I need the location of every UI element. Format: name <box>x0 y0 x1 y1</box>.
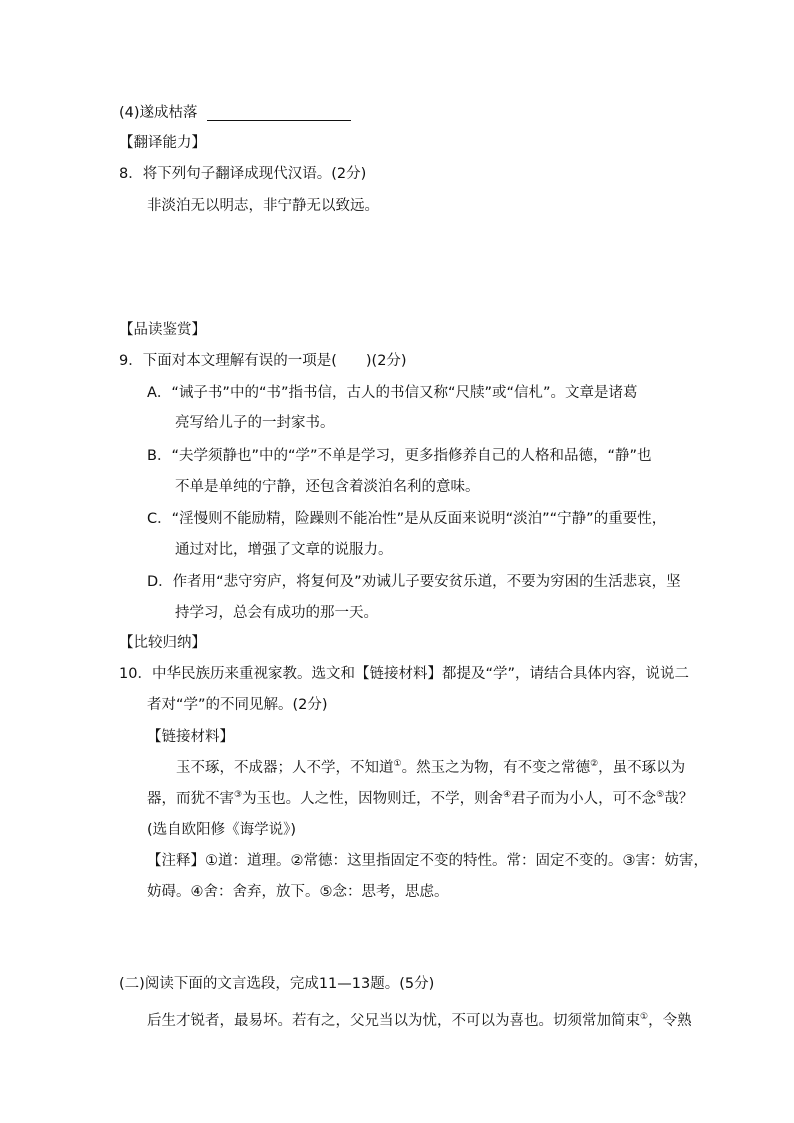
part2-header: (二)阅读下面的文言选段，完成11—13题。(5分) <box>119 976 435 992</box>
q9-option-d-line2: 持学习，总会有成功的那一天。 <box>175 605 378 621</box>
link-notes-line2: 妨碍。④舍：舍弃，放下。⑤念：思考，思虑。 <box>147 884 449 900</box>
section-heading-appreciate: 【品读鉴赏】 <box>119 322 206 338</box>
link-passage-line2: 器，而犹不害③为玉也。人之性，因物则迁，不学，则舍④君子而为小人，可不念⑤哉？ <box>147 790 694 807</box>
section-heading-translate: 【翻译能力】 <box>119 135 206 151</box>
q9-option-b-line2: 不单是单纯的宁静，还包含着淡泊名利的意味。 <box>175 479 480 495</box>
q9-option-c-line1: C．“淫慢则不能励精，险躁则不能冶性”是从反面来说明“淡泊”“宁静”的重要性， <box>147 511 667 527</box>
q9-option-d-line1: D．作者用“悲守穷庐，将复何及”劝诫儿子要安贫乐道，不要为穷困的生活悲哀，坚 <box>147 574 681 590</box>
q8-stem: 8．将下列句子翻译成现代汉语。(2分) <box>119 166 367 182</box>
q10-stem-line1: 10．中华民族历来重视家教。选文和【链接材料】都提及“学”，请结合具体内容，说说二 <box>119 666 689 682</box>
answer-blank[interactable] <box>207 120 351 121</box>
q9-stem: 9．下面对本文理解有误的一项是( )(2分) <box>119 353 407 369</box>
link-notes-line1: 【注释】①道：道理。②常德：这里指固定不变的特性。常：固定不变的。③害：妨害， <box>147 853 708 869</box>
q10-stem-line2: 者对“学”的不同见解。(2分) <box>147 697 328 713</box>
q9-option-b-line1: B．“夫学须静也”中的“学”不单是学习，更多指修养自己的人格和品德，“静”也 <box>147 448 652 464</box>
q9-option-c-line2: 通过对比，增强了文章的说服力。 <box>175 542 393 558</box>
link-passage-line1: 玉不琢，不成器；人不学，不知道①。然玉之为物，有不变之常德②，虽不琢以为 <box>176 759 686 776</box>
q9-option-a-line2: 亮写给儿子的一封家书。 <box>175 415 335 431</box>
q8-sentence: 非淡泊无以明志，非宁静无以致远。 <box>147 198 379 214</box>
section-heading-compare: 【比较归纳】 <box>119 635 206 651</box>
q7-item4-label: (4)遂成枯落 <box>119 105 198 121</box>
link-passage-source: (选自欧阳修《诲学说》) <box>147 822 297 838</box>
q9-option-a-line1: A．“诫子书”中的“书”指书信，古人的书信又称“尺牍”或“信札”。文章是诸葛 <box>147 385 638 401</box>
part2-passage-line1: 后生才锐者，最易坏。若有之，父兄当以为忧，不可以为喜也。切须常加简束①，令熟 <box>147 1012 692 1029</box>
link-material-title: 【链接材料】 <box>147 729 234 745</box>
